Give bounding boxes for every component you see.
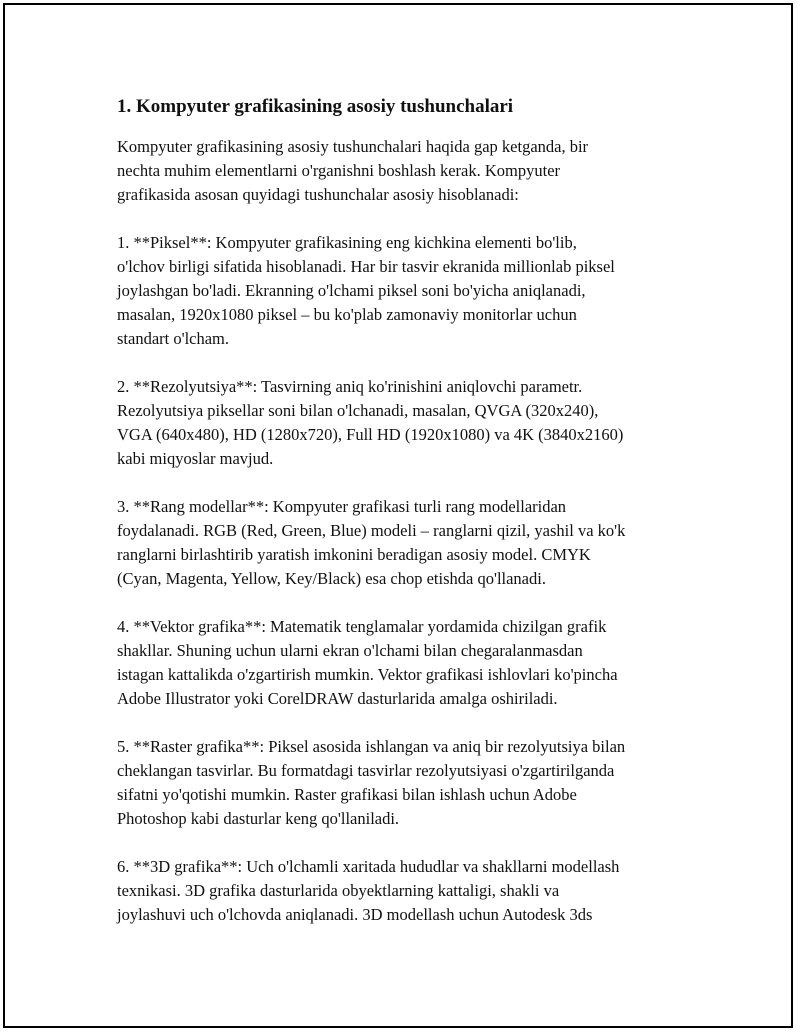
text-line: grafikasida asosan quyidagi tushunchalar asosiy hisoblanadi: xyxy=(117,185,519,204)
text-line: istagan kattalikda o'zgartirish mumkin. Vektor grafikasi ishlovlari ko'pincha xyxy=(117,665,618,684)
text-line: Kompyuter grafikasining asosiy tushunchalari haqida gap ketganda, bir xyxy=(117,137,589,156)
text-line: 2. **Rezolyutsiya**: Tasvirning aniq ko'rinishini aniqlovchi parametr. xyxy=(117,377,583,396)
text-line: sifatni yo'qotishi mumkin. Raster grafikasi bilan ishlash uchun Adobe xyxy=(117,785,577,804)
text-line: joylashgan bo'ladi. Ekranning o'lchami piksel soni bo'yicha aniqlanadi, xyxy=(117,281,586,300)
text-line: 1. **Piksel**: Kompyuter grafikasining eng kichkina elementi bo'lib, xyxy=(117,233,577,252)
text-line: shakllar. Shuning uchun ularni ekran o'lchami bilan chegaralanmasdan xyxy=(117,641,583,660)
paragraph-list xyxy=(117,135,717,927)
text-line: Rezolyutsiya piksellar soni bilan o'lchanadi, masalan, QVGA (320x240), xyxy=(117,401,599,420)
text-line: texnikasi. 3D grafika dasturlarida obyektlarning kattaligi, shakli va xyxy=(117,881,560,900)
text-line: 3. **Rang modellar**: Kompyuter grafikasi turli rang modellaridan xyxy=(117,497,567,516)
document-body xyxy=(117,94,717,951)
section-heading: 1. Kompyuter grafikasining asosiy tushunchalari xyxy=(117,96,514,117)
paragraph-5 xyxy=(117,615,717,711)
text-line: (Cyan, Magenta, Yellow, Key/Black) esa chop etishda qo'llanadi. xyxy=(117,569,546,588)
text-line: masalan, 1920x1080 piksel – bu ko'plab zamonaviy monitorlar uchun xyxy=(117,305,577,324)
paragraph-2 xyxy=(117,231,717,351)
paragraph-6 xyxy=(117,735,717,831)
paragraph-3 xyxy=(117,375,717,471)
text-line: cheklangan tasvirlar. Bu formatdagi tasvirlar rezolyutsiyasi o'zgartirilganda xyxy=(117,761,615,780)
text-line: kabi miqyoslar mavjud. xyxy=(117,449,274,468)
text-line: nechta muhim elementlarni o'rganishni boshlash kerak. Kompyuter xyxy=(117,161,561,180)
text-line: standart o'lcham. xyxy=(117,329,230,348)
text-line: VGA (640x480), HD (1280x720), Full HD (1920x1080) va 4K (3840x2160) xyxy=(117,425,624,444)
text-line: o'lchov birligi sifatida hisoblanadi. Har bir tasvir ekranida millionlab piksel xyxy=(117,257,615,276)
paragraph-4 xyxy=(117,495,717,591)
text-line: Adobe Illustrator yoki CorelDRAW dasturlarida amalga oshiriladi. xyxy=(117,689,558,708)
paragraph-7 xyxy=(117,855,717,927)
text-line: ranglarni birlashtirib yaratish imkonini beradigan asosiy model. CMYK xyxy=(117,545,591,564)
text-line: Photoshop kabi dasturlar keng qo'llaniladi. xyxy=(117,809,400,828)
text-line: 6. **3D grafika**: Uch o'lchamli xaritada hududlar va shakllarni modellash xyxy=(117,857,620,876)
text-line: joylashuvi uch o'lchovda aniqlanadi. 3D modellash uchun Autodesk 3ds xyxy=(117,905,593,924)
text-line: 5. **Raster grafika**: Piksel asosida ishlangan va aniq bir rezolyutsiya bilan xyxy=(117,737,626,756)
text-line: foydalanadi. RGB (Red, Green, Blue) modeli – ranglarni qizil, yashil va ko'k xyxy=(117,521,626,540)
text-line: 4. **Vektor grafika**: Matematik tenglamalar yordamida chizilgan grafik xyxy=(117,617,607,636)
paragraph-1 xyxy=(117,135,717,207)
